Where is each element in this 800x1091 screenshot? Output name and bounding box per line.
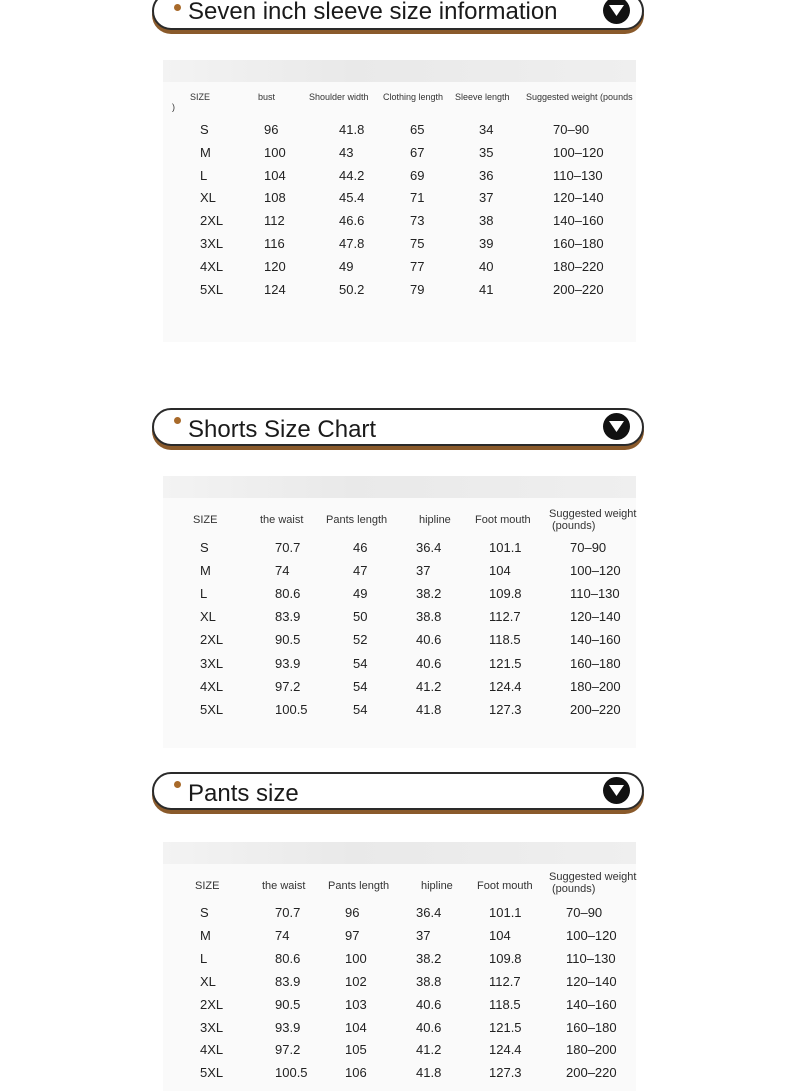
chevron-down-icon[interactable] bbox=[603, 413, 630, 440]
table-cell: 180–200 bbox=[566, 1042, 617, 1058]
table-cell: 160–180 bbox=[570, 655, 621, 671]
table-cell: 69 bbox=[410, 167, 425, 183]
col-header-foot-mouth: Foot mouth bbox=[477, 880, 533, 892]
table-cell: 120 bbox=[264, 258, 286, 274]
pants-section-title: Pants size bbox=[188, 780, 299, 807]
bullet-dot bbox=[174, 417, 181, 424]
col-header-waist: the waist bbox=[262, 880, 306, 892]
table-cell: XL bbox=[200, 973, 216, 989]
table-cell: 120–140 bbox=[566, 973, 617, 989]
table-cell: 38.2 bbox=[416, 586, 442, 602]
table-cell: L bbox=[200, 950, 208, 966]
table-cell: 40.6 bbox=[416, 655, 442, 671]
table-top-band bbox=[163, 60, 636, 82]
sleeve-section-title: Seven inch sleeve size information bbox=[188, 0, 558, 25]
table-cell: M bbox=[200, 927, 211, 943]
table-cell: 4XL bbox=[200, 678, 224, 694]
table-cell: 37 bbox=[416, 927, 431, 943]
table-cell: 100 bbox=[264, 144, 286, 160]
table-cell: 2XL bbox=[200, 213, 224, 229]
table-cell: 37 bbox=[479, 190, 494, 206]
table-cell: 109.8 bbox=[489, 950, 522, 966]
table-cell: 38.2 bbox=[416, 950, 442, 966]
table-cell: 73 bbox=[410, 213, 425, 229]
table-cell: 97.2 bbox=[275, 678, 301, 694]
table-cell: 41.8 bbox=[339, 122, 365, 137]
shorts-section-header[interactable] bbox=[152, 408, 644, 446]
table-cell: 70.7 bbox=[275, 905, 301, 920]
table-cell: S bbox=[200, 905, 209, 920]
table-cell: 96 bbox=[264, 122, 279, 137]
table-cell: 2XL bbox=[200, 632, 224, 648]
table-cell: 46 bbox=[353, 540, 368, 555]
pants-section-header[interactable] bbox=[152, 772, 644, 810]
table-cell: 120–140 bbox=[553, 190, 604, 206]
table-cell: 121.5 bbox=[489, 1019, 522, 1035]
table-cell: 5XL bbox=[200, 701, 224, 717]
table-cell: 100–120 bbox=[553, 144, 604, 160]
col-header-hipline: hipline bbox=[421, 880, 453, 892]
table-cell: 5XL bbox=[200, 1065, 224, 1081]
table-cell: 38 bbox=[479, 213, 494, 229]
table-cell: 100–120 bbox=[566, 927, 617, 943]
table-cell: 40.6 bbox=[416, 996, 442, 1012]
col-header-size: SIZE bbox=[190, 92, 211, 102]
table-cell: 38.8 bbox=[416, 609, 442, 625]
table-cell: 36.4 bbox=[416, 540, 442, 555]
table-cell: 200–220 bbox=[570, 701, 621, 717]
shorts-size-table bbox=[163, 476, 636, 748]
table-cell: 46.6 bbox=[339, 213, 365, 229]
col-header-shoulder: Shoulder width bbox=[309, 92, 369, 102]
table-cell: 36.4 bbox=[416, 905, 442, 920]
table-cell: 100.5 bbox=[275, 701, 308, 717]
table-cell: 38.8 bbox=[416, 973, 442, 989]
table-cell: 34 bbox=[479, 122, 494, 137]
table-cell: 112 bbox=[264, 213, 285, 229]
table-cell: S bbox=[200, 540, 209, 555]
table-cell: 83.9 bbox=[275, 609, 301, 625]
table-cell: 104 bbox=[489, 927, 511, 943]
table-cell: 160–180 bbox=[553, 236, 604, 251]
table-cell: 121.5 bbox=[489, 655, 522, 671]
table-cell: 101.1 bbox=[489, 540, 522, 555]
table-cell: 41 bbox=[479, 281, 494, 297]
sleeve-section-header[interactable] bbox=[152, 0, 644, 30]
table-cell: 47 bbox=[353, 563, 368, 579]
col-header-pants-length: Pants length bbox=[328, 880, 390, 892]
table-cell: XL bbox=[200, 609, 216, 625]
table-cell: 40.6 bbox=[416, 632, 442, 648]
col-header-sleeve-length: Sleeve length bbox=[455, 92, 510, 102]
table-cell: M bbox=[200, 144, 211, 160]
table-cell: 97 bbox=[345, 927, 360, 943]
table-cell: 45.4 bbox=[339, 190, 365, 206]
table-cell: 100 bbox=[345, 950, 367, 966]
table-cell: 124 bbox=[264, 281, 286, 297]
table-top-band bbox=[163, 476, 636, 498]
table-cell: 39 bbox=[479, 236, 494, 251]
pants-size-table bbox=[163, 842, 636, 1091]
table-cell: 93.9 bbox=[275, 1019, 301, 1035]
table-cell: 49 bbox=[339, 258, 354, 274]
table-cell: 40 bbox=[479, 258, 494, 274]
table-cell: 97.2 bbox=[275, 1042, 301, 1058]
table-cell: 112.7 bbox=[489, 973, 521, 989]
table-cell: 108 bbox=[264, 190, 286, 206]
table-cell: 110–130 bbox=[570, 586, 620, 602]
table-cell: 50.2 bbox=[339, 281, 365, 297]
col-header-pants-length: Pants length bbox=[326, 514, 388, 526]
table-cell: 50 bbox=[353, 609, 368, 625]
table-cell: 5XL bbox=[200, 281, 224, 297]
table-cell: 3XL bbox=[200, 655, 224, 671]
table-cell: 124.4 bbox=[489, 678, 522, 694]
table-cell: 160–180 bbox=[566, 1019, 617, 1035]
table-cell: 112.7 bbox=[489, 609, 521, 625]
table-cell: 74 bbox=[275, 563, 290, 579]
table-cell: 41.2 bbox=[416, 678, 442, 694]
table-cell: 102 bbox=[345, 973, 367, 989]
col-header-weight-unit: (pounds) bbox=[552, 883, 596, 895]
table-cell: 140–160 bbox=[553, 213, 604, 229]
table-cell: 77 bbox=[410, 258, 425, 274]
shorts-section-title: Shorts Size Chart bbox=[188, 416, 377, 443]
table-cell: 110–130 bbox=[553, 167, 603, 183]
col-header-weight-unit: (pounds) bbox=[552, 520, 596, 532]
table-cell: 49 bbox=[353, 586, 368, 602]
table-cell: 54 bbox=[353, 678, 368, 694]
col-header-weight: Suggested weight bbox=[549, 871, 637, 883]
table-cell: 118.5 bbox=[489, 632, 521, 648]
table-cell: 104 bbox=[489, 563, 511, 579]
table-cell: 70–90 bbox=[553, 122, 590, 137]
table-cell: 127.3 bbox=[489, 1065, 522, 1081]
table-cell: 101.1 bbox=[489, 905, 522, 920]
table-cell: 90.5 bbox=[275, 632, 301, 648]
bullet-dot bbox=[174, 781, 181, 788]
table-cell: 71 bbox=[410, 190, 425, 206]
table-cell: S bbox=[200, 122, 209, 137]
table-cell: 54 bbox=[353, 655, 368, 671]
table-cell: 105 bbox=[345, 1042, 367, 1058]
table-cell: 104 bbox=[264, 167, 286, 183]
table-cell: 124.4 bbox=[489, 1042, 522, 1058]
table-cell: 54 bbox=[353, 701, 368, 717]
table-cell: 140–160 bbox=[570, 632, 621, 648]
bullet-dot bbox=[174, 4, 181, 11]
table-cell: 2XL bbox=[200, 996, 224, 1012]
table-cell: 36 bbox=[479, 167, 494, 183]
table-cell: 35 bbox=[479, 144, 494, 160]
header-overflow-paren: ) bbox=[172, 102, 175, 112]
col-header-clothing-length: Clothing length bbox=[383, 92, 444, 102]
table-cell: 180–220 bbox=[553, 258, 604, 274]
col-header-foot-mouth: Foot mouth bbox=[475, 514, 531, 526]
table-cell: XL bbox=[200, 190, 216, 206]
table-cell: 180–200 bbox=[570, 678, 621, 694]
col-header-weight: Suggested weight bbox=[549, 508, 637, 520]
table-cell: 100.5 bbox=[275, 1065, 308, 1081]
table-cell: 44.2 bbox=[339, 167, 365, 183]
table-cell: 41.8 bbox=[416, 1065, 442, 1081]
table-cell: 116 bbox=[264, 236, 285, 251]
table-cell: 47.8 bbox=[339, 236, 365, 251]
table-cell: 110–130 bbox=[566, 950, 616, 966]
table-cell: 104 bbox=[345, 1019, 367, 1035]
col-header-size: SIZE bbox=[193, 514, 218, 526]
table-cell: 74 bbox=[275, 927, 290, 943]
col-header-weight: Suggested weight (pounds bbox=[526, 92, 633, 102]
table-cell: 118.5 bbox=[489, 996, 521, 1012]
table-cell: 140–160 bbox=[566, 996, 617, 1012]
col-header-hipline: hipline bbox=[419, 514, 451, 526]
table-cell: 96 bbox=[345, 905, 360, 920]
col-header-size: SIZE bbox=[195, 880, 220, 892]
table-cell: 120–140 bbox=[570, 609, 621, 625]
table-cell: 37 bbox=[416, 563, 431, 579]
chevron-down-icon[interactable] bbox=[603, 777, 630, 804]
table-cell: 79 bbox=[410, 281, 425, 297]
table-cell: 80.6 bbox=[275, 586, 301, 602]
table-cell: 83.9 bbox=[275, 973, 301, 989]
table-cell: 100–120 bbox=[570, 563, 621, 579]
table-cell: 41.2 bbox=[416, 1042, 442, 1058]
table-cell: L bbox=[200, 586, 208, 602]
table-cell: 41.8 bbox=[416, 701, 442, 717]
table-cell: L bbox=[200, 167, 208, 183]
table-cell: 90.5 bbox=[275, 996, 301, 1012]
table-cell: 3XL bbox=[200, 1019, 224, 1035]
table-cell: 200–220 bbox=[553, 281, 604, 297]
table-cell: 52 bbox=[353, 632, 368, 648]
table-cell: 67 bbox=[410, 144, 425, 160]
table-cell: 109.8 bbox=[489, 586, 522, 602]
table-cell: 127.3 bbox=[489, 701, 522, 717]
table-top-band bbox=[163, 842, 636, 864]
col-header-waist: the waist bbox=[260, 514, 304, 526]
table-cell: 103 bbox=[345, 996, 367, 1012]
table-cell: 106 bbox=[345, 1065, 367, 1081]
table-cell: 40.6 bbox=[416, 1019, 442, 1035]
table-cell: 75 bbox=[410, 236, 425, 251]
table-cell: 70–90 bbox=[570, 540, 607, 555]
table-cell: 4XL bbox=[200, 1042, 224, 1058]
col-header-bust: bust bbox=[258, 92, 276, 102]
table-cell: 70–90 bbox=[566, 905, 603, 920]
sleeve-size-table bbox=[163, 60, 636, 342]
table-cell: 70.7 bbox=[275, 540, 301, 555]
chevron-down-icon[interactable] bbox=[603, 0, 630, 24]
table-cell: 65 bbox=[410, 122, 425, 137]
table-cell: 43 bbox=[339, 144, 354, 160]
table-cell: 80.6 bbox=[275, 950, 301, 966]
table-cell: 200–220 bbox=[566, 1065, 617, 1081]
table-cell: 3XL bbox=[200, 236, 224, 251]
table-cell: 4XL bbox=[200, 258, 224, 274]
table-cell: M bbox=[200, 563, 211, 579]
table-cell: 93.9 bbox=[275, 655, 301, 671]
